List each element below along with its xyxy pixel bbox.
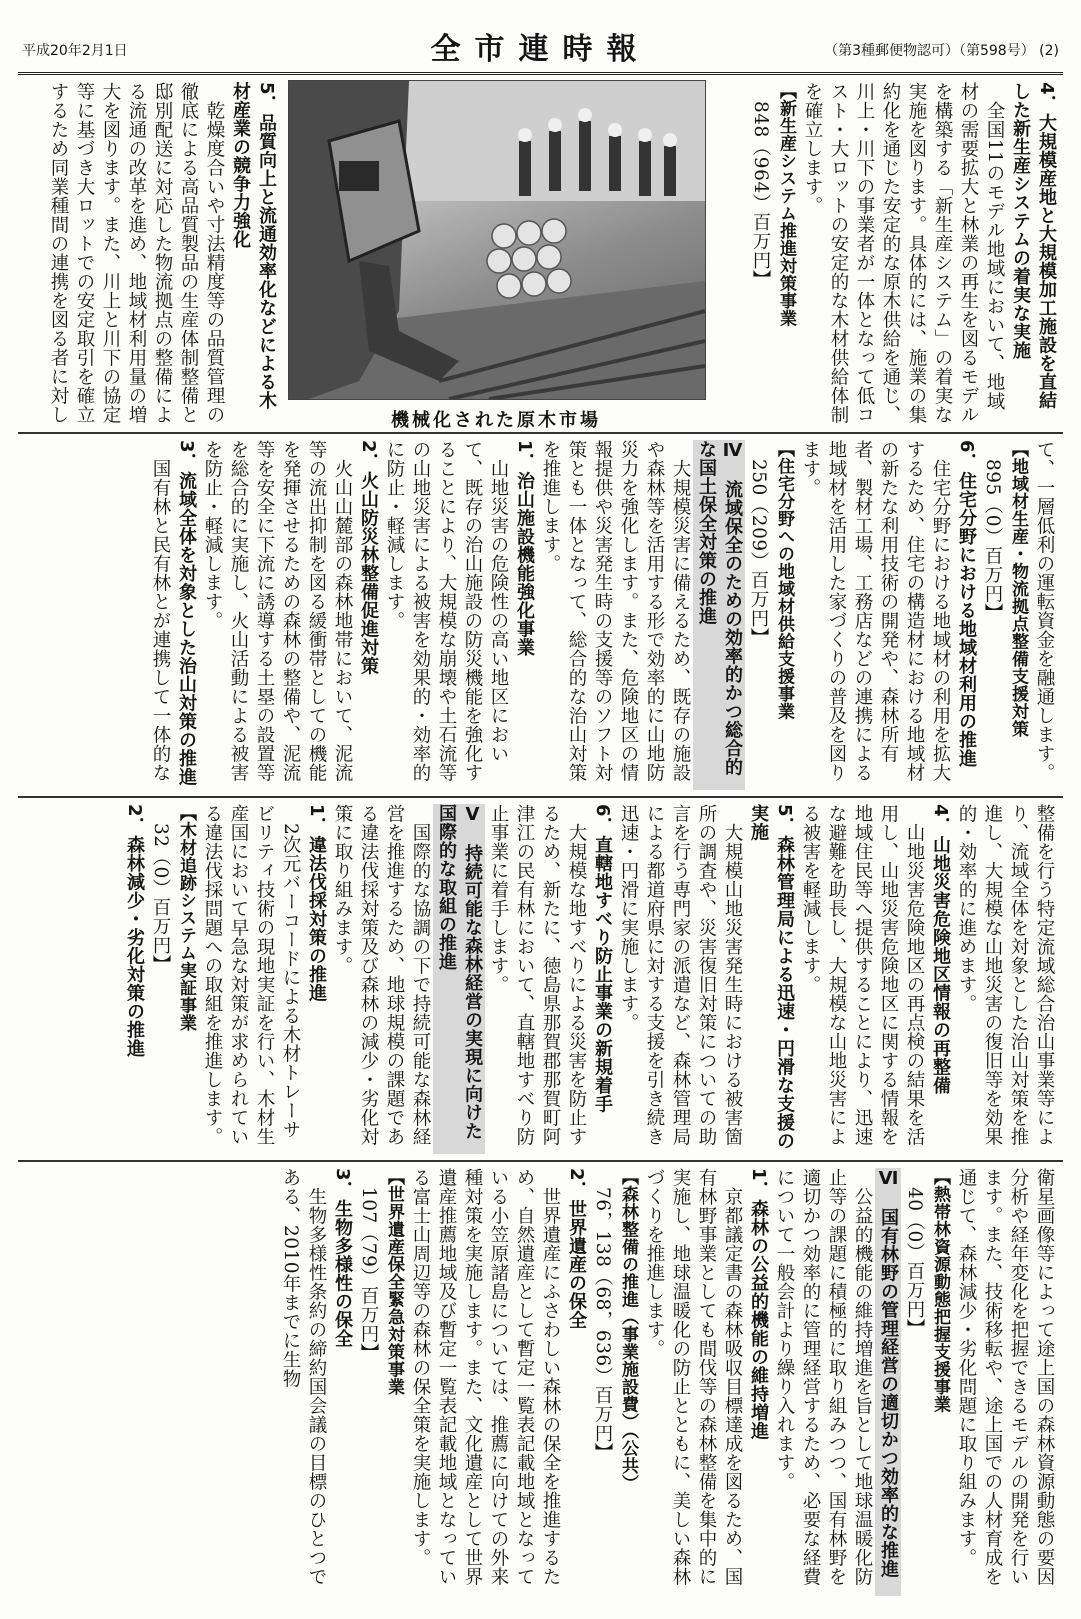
article-wood-industry-competitiveness — [23, 82, 279, 426]
heading: 3．生物多様性の保全 — [332, 1168, 353, 1348]
paragraph: 大規模災害に備えるため、既存の施設や森林等を活用する形で効率的に山地防災力を強化します。また、危険地区の情報提供や災害発生時の支援等のソフト対策とも一体となって、総合的な治山対策を推進します。 — [540, 440, 691, 782]
heading: 6．直轄地すべり防止事業の新規着手 — [592, 804, 613, 1114]
paragraph: 乾燥度合いや寸法精度等の品質管理の徹底による高品質製品の生産体制整備と邸別配送に対応した物流拠点の整備による流通の改革を進め、地域材利用量の増大を図ります。また、川上と川下の協定等に基づき大ロットでの安定取引を確立するため同業種間の連携を図る者に対し — [48, 82, 225, 424]
section-heading: Ⅴ 持続可能な森林経営の実現に向けた国際的な取組の推進 — [433, 804, 485, 1154]
articles-national-forest-management — [26, 1168, 1057, 1596]
heading: 5．森林管理局による迅速・円滑な支援の実施 — [748, 804, 795, 1151]
heading: 2．世界遺産の保全 — [566, 1168, 587, 1330]
heading: 5．品質向上と流通効率化などによる木材産業の競争力強化 — [230, 82, 277, 410]
paragraph: 国有林と民有林とが連携して一体的な — [150, 458, 171, 782]
budget-item: 【森林整備の推進（事業施設費）（公共） — [618, 1168, 638, 1492]
paragraph: 国際的な協調の下で持続可能な森林経営を推進するため、地球規模の課題である違法伐採対策及び森林の減少・劣化対策に取り組みます。 — [332, 804, 431, 1146]
budget-amount: 107（79）百万円】 — [358, 1186, 379, 1362]
issue-date: 平成20年2月1日 — [22, 43, 128, 59]
budget-item: 【世界遺産保全緊急対策事業 — [384, 1168, 404, 1396]
section-heading: Ⅵ 国有林野の管理経営の適切かつ効率的な推進 — [875, 1168, 901, 1596]
paragraph-continued: て、一層低利の運転資金を融通します。 — [1034, 440, 1055, 782]
tier-3 — [18, 798, 1063, 1162]
budget-item: 【熱帯林資源動態把握支援事業 — [930, 1168, 950, 1413]
budget-amount: 250（209）百万円】 — [748, 458, 769, 647]
articles-regional-wood-and-conservation — [26, 440, 1057, 790]
heading: 1．森林の公益的機能の維持増進 — [748, 1168, 769, 1441]
heading: 3．流域全体を対象とした治山対策の推進 — [176, 440, 197, 787]
tier-2 — [18, 434, 1063, 798]
heading: 1．違法伐採対策の推進 — [306, 804, 327, 1003]
budget-amount: 895（0）百万円】 — [982, 458, 1003, 622]
paragraph: 公益的機能の維持増進を旨として地球温暖化防止等の課題に積極的に取り組みつつ、国有林野を適切かつ効率的に管理経営するため、必要な経費について一般会計より繰り入れます。 — [774, 1168, 873, 1586]
heading: 6．住宅分野における地域材利用の推進 — [956, 440, 977, 768]
budget-item: 【新生産システム推進対策事業 — [776, 82, 796, 327]
budget-amount: 848（964）百万円】 — [750, 100, 771, 289]
budget-item: 【木材追跡システム実証事業 — [176, 804, 196, 1032]
heading: 2．火山防災林整備促進対策 — [358, 440, 379, 676]
paragraph: 生物多様性条約の締約国会議の目標のひとつである、2010年までに生物 — [280, 1168, 327, 1586]
article-new-production-system — [725, 82, 1059, 426]
masthead — [18, 26, 1063, 75]
paragraph: 火山山麓部の森林地帯において、泥流等の流出抑制を図る緩衝帯としての機能を発揮させるための森林の整備や、泥流等を安全に下流に誘導する土塁の設置等を総合的に実施し、火山活動による被害を防止・軽減します。 — [202, 440, 353, 782]
issue-number: （第3種郵便物認可）（第598号） (2) — [824, 43, 1059, 59]
paragraph-continued: 衛星画像等によって途上国の森林資源動態の要因分析や経年変化を把握できるモデルの開発を行います。また、技術移転や、途上国での人材育成を通じて、森林減少・劣化問題に取り組みます。 — [956, 1168, 1055, 1586]
paragraph-continued: 整備を行う特定流域総合治山事業等により、流域全体を対象とした治山対策を推進し、大規模な山地災害の復旧等を効果的・効率的に進めます。 — [956, 804, 1055, 1146]
photo-caption: 機械化された原木市場 — [391, 410, 601, 431]
tier-4 — [18, 1162, 1063, 1602]
newspaper-title: 全市連時報 — [430, 32, 651, 67]
paragraph: 全国11のモデル地域において、地域材の需要拡大と林業の再生を図るモデルを構築する「新生産システム」の着実な実施を図ります。具体的には、施業の集約化を通じた安定的な原木供給を通じ、川上・川下の事業者が一体となって低コスト・大ロットの安定的な木材供給体制を確立します。 — [802, 82, 1005, 424]
budget-amount: 32（0）百万円】 — [150, 822, 171, 974]
budget-item: 【地域材生産・物流拠点整備支援対策 — [1008, 440, 1028, 738]
heading: 1．治山施設機能強化事業 — [514, 440, 535, 657]
paragraph: 山地災害危険地区の再点検の結果を活用し、山地災害危険地区に関する情報を地域住民等へ提供することにより、迅速な避難を助長し、大規模な山地災害による被害を軽減します。 — [800, 804, 925, 1146]
heading: 2．森林減少・劣化対策の推進 — [124, 804, 145, 1058]
section-heading: Ⅳ 流域保全のための効率的かつ総合的な国土保全対策の推進 — [693, 440, 745, 790]
paragraph: 大規模山地災害発生時における被害箇所の調査や、災害復旧対策についての助言を行う専門家の派遣など、森林管理局による都道府県に対する支援を引き続き迅速・円滑に実施します。 — [618, 804, 743, 1146]
heading: 4．山地災害危険地区情報の再整備 — [930, 804, 951, 1095]
paragraph: 京都議定書の森林吸収目標達成を図るため、国有林野事業としても間伐等の森林整備を集中的に実施し、地球温暖化の防止とともに、美しい森林づくりを推進します。 — [644, 1168, 743, 1586]
photo-log-market — [288, 80, 706, 400]
budget-item: 【住宅分野への地域材供給支援事業 — [774, 440, 794, 720]
paragraph: 大規模な地すべりによる災害を防止するため、新たに、徳島県那賀郡那賀町阿津江の民有林において、直轄地すべり防止事業に着手します。 — [488, 804, 587, 1146]
paragraph: 2次元バーコードによる木材トレーサビリティ技術の現地実証を行い、木材生産国において早急な対策が求められている違法伐採問題への取組を推進します。 — [202, 804, 301, 1146]
heading: 4．大規模産地と大規模加工施設を直結した新生産システムの着実な実施 — [1010, 82, 1057, 410]
paragraph: 山地災害の危険性の高い地区において、既存の治山施設の防災機能を強化することにより、大規模な崩壊や土石流等の山地災害による被害を効果的・効率的に防止・軽減します。 — [384, 440, 509, 782]
paragraph: 世界遺産にふさわしい森林の保全を推進するため、自然遺産として暫定一覧表記載地域となっている小笠原諸島については、推薦に向けての外来種対策を実施します。また、文化遺産として世界遺産推薦地域及び暫定一覧表記載地域となっている富士山周辺等の森林の保全策を実施します。 — [410, 1168, 561, 1586]
articles-disaster-and-international — [26, 804, 1057, 1154]
tier-1 — [18, 76, 1063, 434]
budget-amount: 40（0）百万円】 — [904, 1186, 925, 1338]
paragraph: 住宅分野における地域材の利用を拡大するため、住宅の構造材における地域材の新たな利用技術の開発や、森林所有者、製材工場、工務店などの連携による地域材を活用した家づくりの普及を図ります。 — [800, 440, 951, 782]
budget-amount: 76，138（68，636）百万円】 — [592, 1186, 613, 1462]
